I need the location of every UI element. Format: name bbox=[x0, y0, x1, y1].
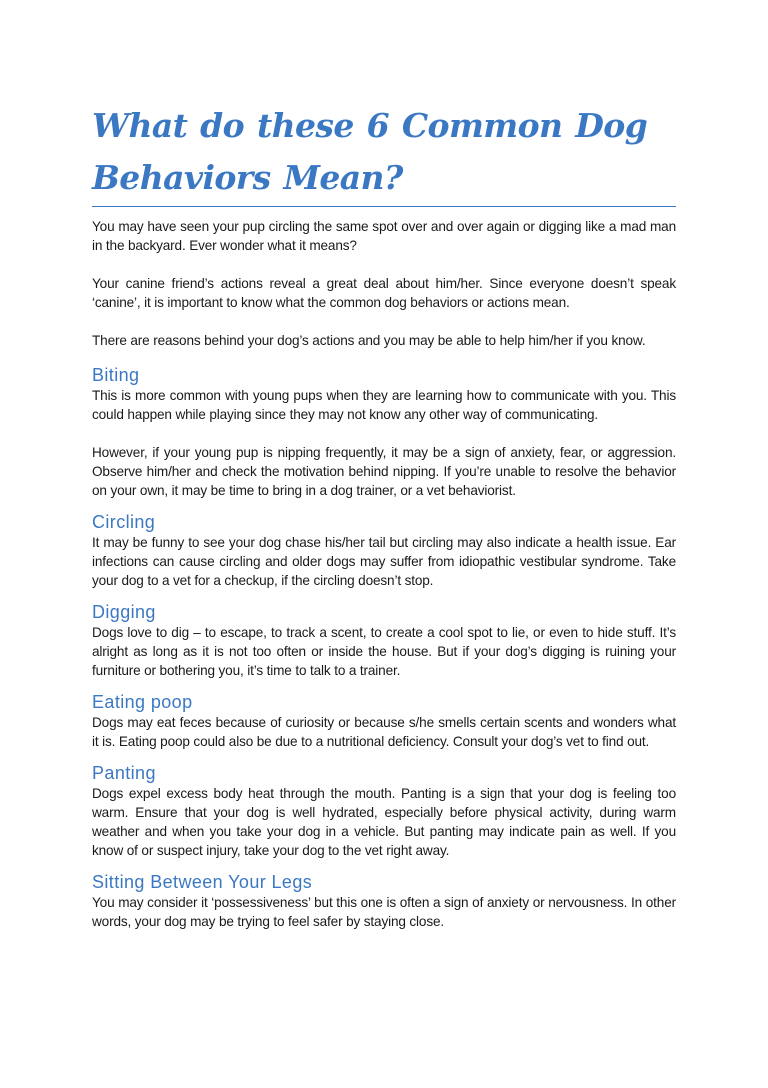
section-eating-poop bbox=[92, 691, 676, 751]
intro-paragraph: There are reasons behind your dog’s actions and you may be able to help him/her if you know. bbox=[92, 333, 646, 348]
page-title: What do these 6 Common Dog Behaviors Mean? bbox=[92, 100, 676, 207]
section-paragraph: However, if your young pup is nipping frequently, it may be a sign of anxiety, fear, or aggression. Observe him/her and check the motivation behind nipping. If you’re unable to resolve the behavior on your own, it may be time to bring in a dog trainer, or a vet behaviorist. bbox=[92, 445, 676, 498]
section-biting bbox=[92, 364, 676, 500]
section-paragraph: Dogs may eat feces because of curiosity or because s/he smells certain scents and wonders what it is. Eating poop could also be due to a nutritional deficiency. Consult your dog’s vet to find out. bbox=[92, 715, 676, 749]
section-paragraph: You may consider it ‘possessiveness’ but this one is often a sign of anxiety or nervousness. In other words, your dog may be trying to feel safer by staying close. bbox=[92, 895, 676, 929]
section-paragraph: Dogs expel excess body heat through the mouth. Panting is a sign that your dog is feeling too warm. Ensure that your dog is well hydrated, especially before physical activity, during warm weather and when you take your dog in a vehicle. But panting may indicate pain as well. If you know of or suspect injury, take your dog to the vet right away. bbox=[92, 786, 676, 858]
section-heading: Circling bbox=[92, 512, 156, 532]
intro-paragraph: Your canine friend’s actions reveal a great deal about him/her. Since everyone doesn’t speak ‘canine’, it is important to know what the common dog behaviors or actions mean. bbox=[92, 276, 676, 310]
section-heading: Sitting Between Your Legs bbox=[92, 872, 313, 892]
section-sitting-between-legs bbox=[92, 871, 676, 931]
section-paragraph: It may be funny to see your dog chase his/her tail but circling may also indicate a health issue. Ear infections can cause circling and older dogs may suffer from idiopathic vestibular syndrome. Take your dog to a vet for a checkup, if the circling doesn’t stop. bbox=[92, 535, 676, 588]
section-panting bbox=[92, 762, 676, 860]
section-heading: Biting bbox=[92, 365, 140, 385]
section-heading: Eating poop bbox=[92, 692, 193, 712]
section-heading: Digging bbox=[92, 602, 156, 622]
section-paragraph: Dogs love to dig – to escape, to track a scent, to create a cool spot to lie, or even to hide stuff. It’s alright as long as it is not too often or inside the house. But if your dog’s digging is ruining your furniture or bothering you, it’s time to talk to a trainer. bbox=[92, 625, 676, 678]
section-heading: Panting bbox=[92, 763, 156, 783]
intro-paragraph: You may have seen your pup circling the same spot over and over again or digging like a mad man in the backyard. Ever wonder what it means? bbox=[92, 219, 676, 253]
section-paragraph: This is more common with young pups when they are learning how to communicate with you. This could happen while playing since they may not know any other way of communicating. bbox=[92, 388, 676, 422]
document-page bbox=[92, 100, 676, 942]
section-digging bbox=[92, 601, 676, 680]
section-circling bbox=[92, 511, 676, 590]
